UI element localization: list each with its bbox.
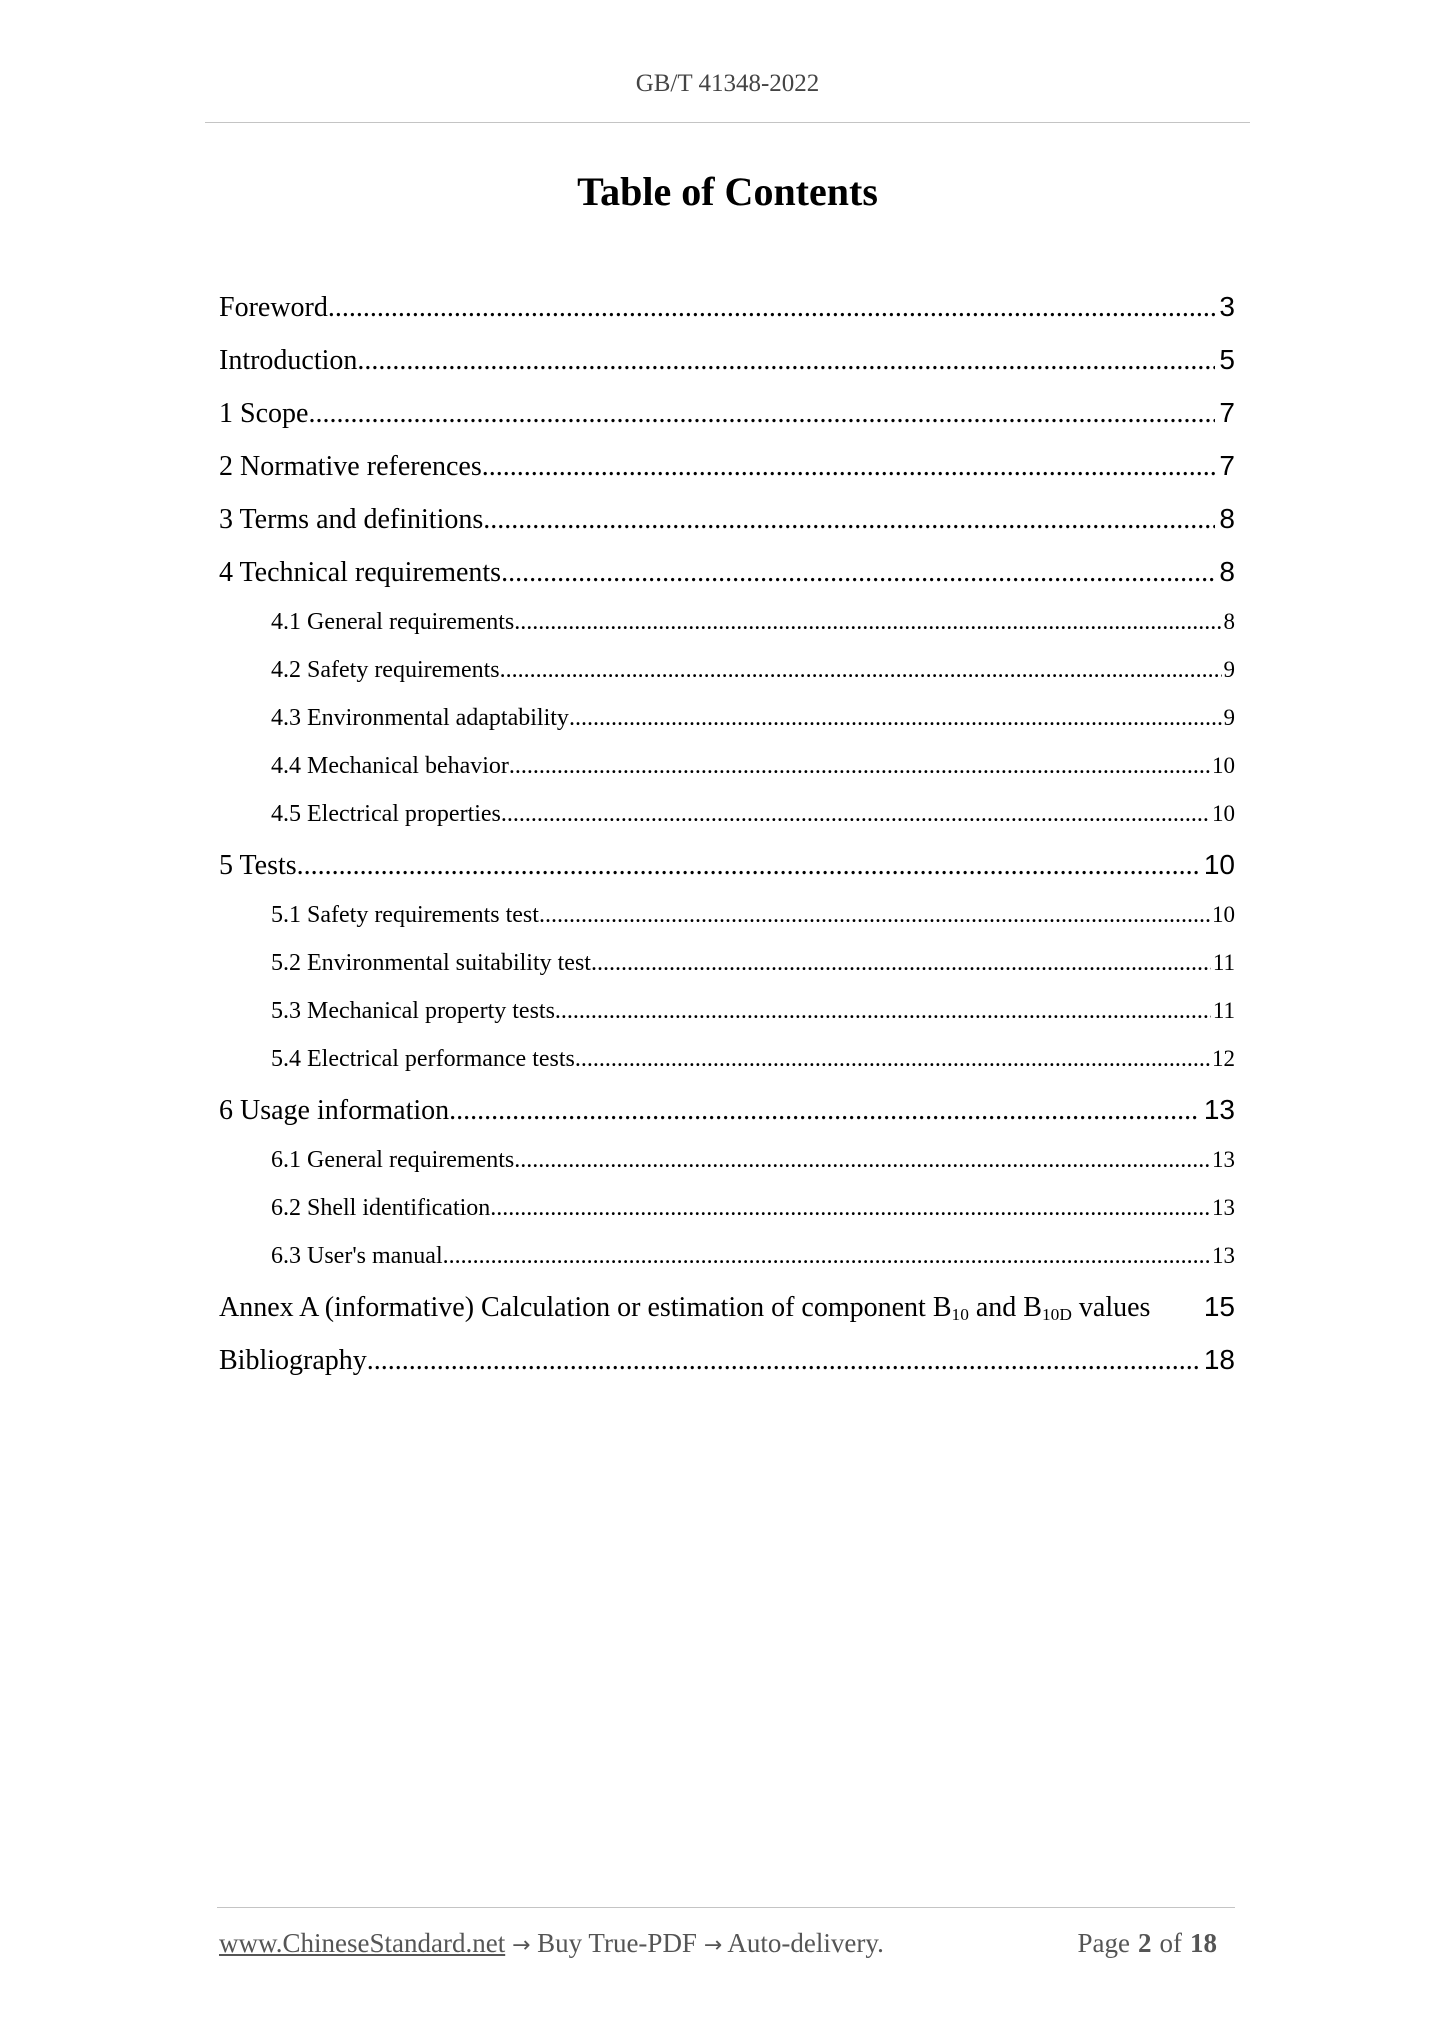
toc-entry-annex-a[interactable] — [219, 1280, 1235, 1333]
toc-leader-dots — [501, 790, 1210, 838]
toc-subentry-4-3[interactable] — [219, 694, 1235, 742]
toc-page-number: 7 — [1219, 397, 1235, 428]
toc-entry-label: 6.1 General requirements — [271, 1147, 515, 1173]
toc-leader-dots — [482, 440, 1216, 493]
current-page-number: 2 — [1138, 1928, 1152, 1958]
toc-leader-dots — [501, 546, 1215, 599]
toc-leader-dots — [297, 839, 1200, 892]
toc-entry-label: 5.1 Safety requirements test — [271, 902, 539, 928]
header-divider — [205, 122, 1250, 123]
toc-leader-dots — [509, 742, 1210, 790]
toc-page-number: 8 — [1219, 556, 1235, 587]
annex-subscript-b10d: 10D — [1041, 1304, 1072, 1324]
annex-subscript-b10: 10 — [951, 1304, 969, 1324]
toc-leader-dots — [539, 891, 1210, 939]
toc-entry-usage-information[interactable] — [219, 1083, 1235, 1136]
toc-subentry-5-4[interactable] — [219, 1035, 1235, 1083]
annex-text-mid: and B — [968, 1292, 1042, 1323]
toc-entry-terms-definitions[interactable] — [219, 492, 1235, 545]
toc-entry-label: 4.2 Safety requirements — [271, 657, 500, 683]
arrow-right-icon: → — [511, 1933, 531, 1958]
toc-subentry-5-1[interactable] — [219, 891, 1235, 939]
footer-buy-text: Buy True-PDF — [530, 1928, 704, 1958]
toc-page-number: 12 — [1212, 1046, 1235, 1071]
toc-page-number: 13 — [1203, 1094, 1235, 1125]
toc-entry-label — [219, 1281, 1200, 1334]
toc-leader-dots — [328, 281, 1216, 334]
toc-subentry-6-3[interactable] — [219, 1232, 1235, 1280]
toc-page-number: 9 — [1223, 657, 1235, 682]
footer-promo — [219, 1928, 884, 1959]
annex-text-after: values — [1071, 1292, 1151, 1323]
of-word: of — [1159, 1928, 1182, 1958]
toc-page-number: 8 — [1223, 609, 1235, 634]
toc-leader-dots — [449, 1084, 1200, 1137]
toc-page-number: 10 — [1212, 902, 1235, 927]
toc-entry-technical-requirements[interactable] — [219, 545, 1235, 598]
toc-entry-label: 4.1 General requirements — [271, 609, 515, 635]
page-title: Table of Contents — [577, 169, 878, 214]
toc-entry-label: Introduction — [219, 345, 358, 376]
toc-entry-label: 6.3 User's manual — [271, 1243, 443, 1269]
toc-entry-tests[interactable] — [219, 838, 1235, 891]
toc-page-number: 13 — [1212, 1147, 1235, 1172]
toc-page-number: 13 — [1212, 1243, 1235, 1268]
toc-entry-label: 4.5 Electrical properties — [271, 801, 501, 827]
toc-subentry-4-4[interactable] — [219, 742, 1235, 790]
annex-text-before: Annex A (informative) Calculation or estimation of component B — [219, 1292, 952, 1323]
toc-entry-label: 5.4 Electrical performance tests — [271, 1046, 575, 1072]
footer-divider — [217, 1907, 1235, 1908]
toc-page-number: 10 — [1212, 753, 1235, 778]
toc-entry-label: 1 Scope — [219, 398, 309, 429]
page-word: Page — [1077, 1928, 1130, 1958]
toc-page-number: 15 — [1203, 1291, 1235, 1322]
toc-entry-scope[interactable] — [219, 386, 1235, 439]
toc-entry-bibliography[interactable] — [219, 1333, 1235, 1386]
page-indicator — [1078, 1928, 1225, 1959]
toc-subentry-4-1[interactable] — [219, 598, 1235, 646]
toc-leader-dots — [514, 1136, 1210, 1184]
toc-leader-dots — [575, 1035, 1210, 1083]
toc-leader-dots — [367, 1334, 1200, 1387]
toc-entry-label: 3 Terms and definitions — [219, 504, 484, 535]
toc-page-number: 10 — [1203, 849, 1235, 880]
toc-page-number: 10 — [1212, 801, 1235, 826]
toc-page-number: 11 — [1212, 950, 1235, 975]
document-header: GB/T 41348-2022 — [635, 70, 820, 97]
toc-subentry-5-2[interactable] — [219, 939, 1235, 987]
total-pages-number: 18 — [1190, 1928, 1217, 1958]
footer-delivery-text: Auto-delivery. — [722, 1928, 884, 1958]
arrow-right-icon: → — [703, 1933, 723, 1958]
toc-entry-label: 4.4 Mechanical behavior — [271, 753, 509, 779]
toc-leader-dots — [500, 646, 1222, 694]
toc-subentry-6-1[interactable] — [219, 1136, 1235, 1184]
toc-entry-label: 5.2 Environmental suitability test — [271, 950, 591, 976]
website-link[interactable]: www.ChineseStandard.net — [219, 1928, 506, 1958]
toc-entry-normative-references[interactable] — [219, 439, 1235, 492]
toc-page-number: 13 — [1212, 1195, 1235, 1220]
toc-entry-label: 5 Tests — [219, 850, 297, 881]
toc-entry-foreword[interactable] — [219, 280, 1235, 333]
toc-entry-introduction[interactable] — [219, 333, 1235, 386]
toc-leader-dots — [483, 493, 1215, 546]
toc-leader-dots — [569, 694, 1222, 742]
table-of-contents — [219, 280, 1235, 1386]
toc-page-number: 3 — [1219, 291, 1235, 322]
toc-entry-label: 4 Technical requirements — [219, 557, 502, 588]
toc-entry-label: 5.3 Mechanical property tests — [271, 998, 555, 1024]
toc-page-number: 5 — [1219, 344, 1235, 375]
toc-leader-dots — [514, 598, 1221, 646]
toc-leader-dots — [357, 334, 1215, 387]
page-footer — [219, 1928, 1225, 1959]
toc-page-number: 7 — [1219, 450, 1235, 481]
toc-page-number: 18 — [1203, 1344, 1235, 1375]
toc-leader-dots — [591, 939, 1211, 987]
toc-leader-dots — [555, 987, 1211, 1035]
toc-leader-dots — [443, 1232, 1210, 1280]
toc-subentry-4-2[interactable] — [219, 646, 1235, 694]
toc-subentry-6-2[interactable] — [219, 1184, 1235, 1232]
toc-entry-label: Bibliography — [219, 1345, 367, 1376]
toc-leader-dots — [308, 387, 1215, 440]
toc-entry-label: 2 Normative references — [219, 451, 482, 482]
toc-subentry-5-3[interactable] — [219, 987, 1235, 1035]
toc-page-number: 9 — [1223, 705, 1235, 730]
toc-entry-label: 4.3 Environmental adaptability — [271, 705, 569, 731]
toc-subentry-4-5[interactable] — [219, 790, 1235, 838]
toc-page-number: 8 — [1219, 503, 1235, 534]
toc-page-number: 11 — [1212, 998, 1235, 1023]
toc-entry-label: 6.2 Shell identification — [271, 1195, 491, 1221]
toc-entry-label: 6 Usage information — [219, 1095, 450, 1126]
toc-entry-label: Foreword — [219, 292, 328, 323]
toc-leader-dots — [490, 1184, 1210, 1232]
